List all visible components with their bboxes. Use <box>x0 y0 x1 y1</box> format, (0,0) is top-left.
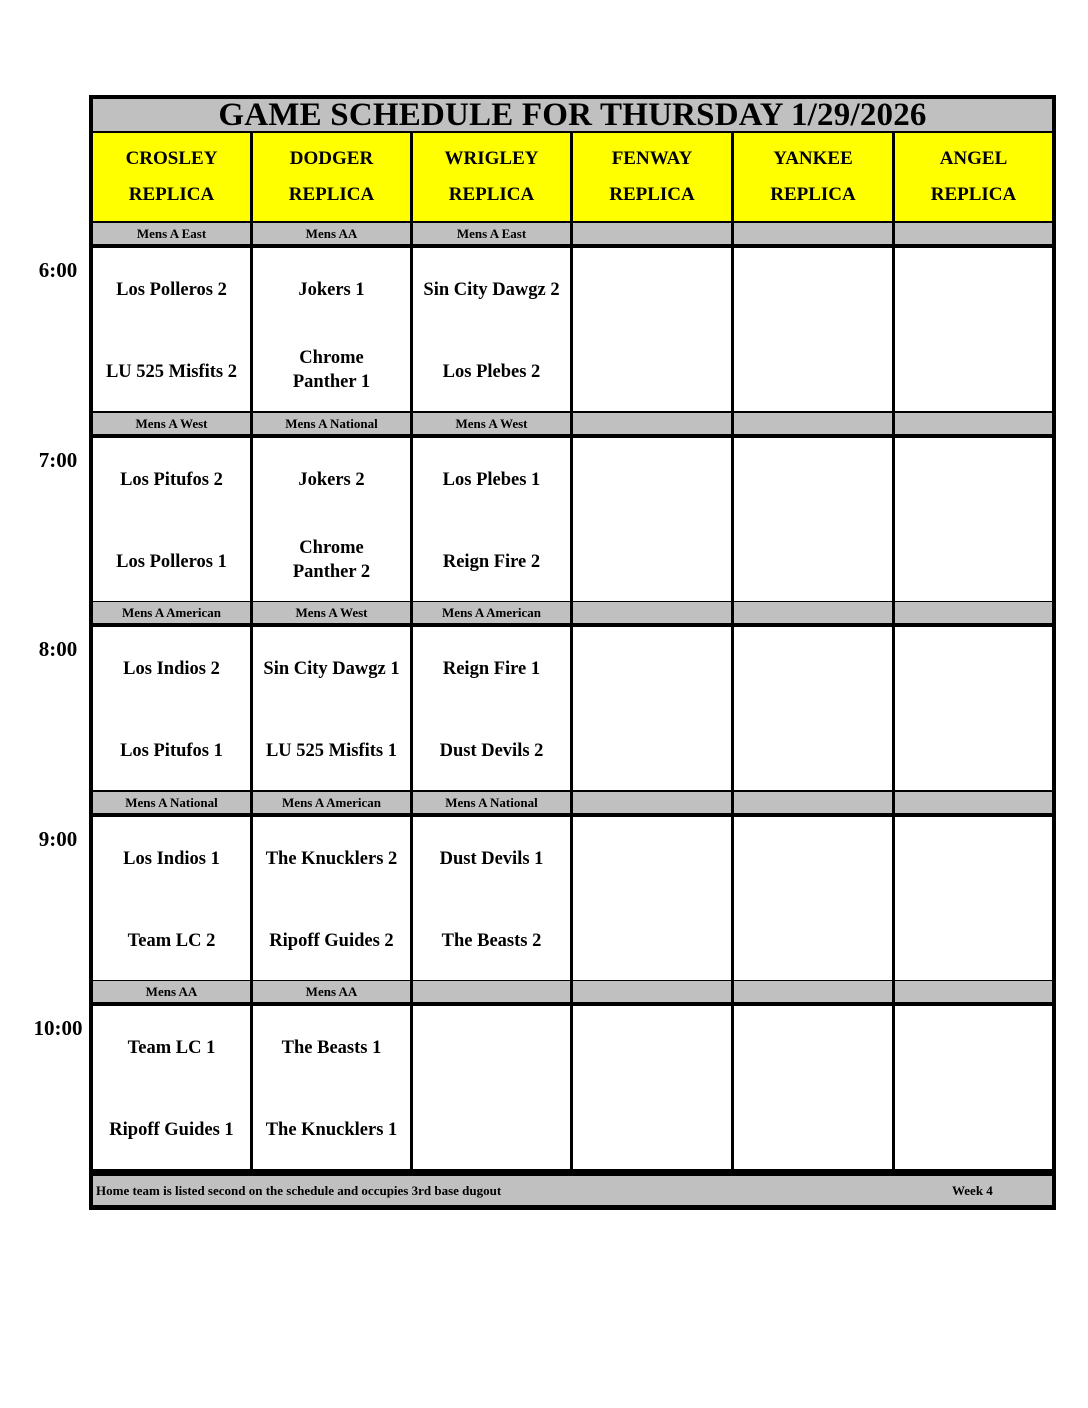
game-cell <box>573 817 731 980</box>
away-team: Sin City Dawgz 1 <box>263 659 400 679</box>
away-team: Los Pitufos 2 <box>120 470 223 490</box>
away-team: The Knucklers 2 <box>265 849 398 869</box>
division-label <box>895 981 1052 1002</box>
field-sub: REPLICA <box>288 184 375 205</box>
division-label <box>573 223 731 244</box>
division-label: Mens A West <box>93 413 250 434</box>
game-cell <box>895 1006 1052 1169</box>
game-cell <box>93 248 250 411</box>
division-label <box>734 792 892 813</box>
away-team: Los Plebes 1 <box>442 470 541 490</box>
division-label: Mens A West <box>413 413 570 434</box>
game-cell <box>413 817 570 980</box>
game-cell <box>895 627 1052 790</box>
field-name: YANKEE <box>773 148 853 169</box>
footer-bar <box>93 1176 1052 1205</box>
division-label <box>895 602 1052 623</box>
field-sub: REPLICA <box>770 184 856 205</box>
field-name: FENWAY <box>611 148 693 169</box>
division-label <box>573 792 731 813</box>
time-label: 10:00 <box>33 1016 83 1040</box>
game-cell <box>253 627 410 790</box>
schedule-table <box>89 95 1056 1210</box>
game-cell <box>93 817 250 980</box>
division-label <box>573 602 731 623</box>
away-team: Jokers 1 <box>298 280 365 300</box>
division-label: Mens A American <box>413 602 570 623</box>
division-label: Mens AA <box>253 981 410 1002</box>
time-label: 8:00 <box>38 637 78 661</box>
home-team: Ripoff Guides 1 <box>109 1120 234 1140</box>
game-cell <box>413 438 570 601</box>
home-team: Los Plebes 2 <box>442 362 541 382</box>
away-team: Sin City Dawgz 2 <box>423 280 560 300</box>
field-name: DODGER <box>289 148 374 169</box>
game-cell <box>895 248 1052 411</box>
home-team: Los Polleros 1 <box>116 552 227 572</box>
division-label <box>573 981 731 1002</box>
game-cell <box>253 438 410 601</box>
division-label <box>734 981 892 1002</box>
time-label: 9:00 <box>38 827 78 851</box>
division-label: Mens AA <box>93 981 250 1002</box>
away-team: Jokers 2 <box>298 470 365 490</box>
division-label: Mens A American <box>93 602 250 623</box>
field-header-crosley <box>93 133 250 221</box>
away-team: Dust Devils 1 <box>439 849 544 869</box>
game-cell <box>734 817 892 980</box>
field-header-fenway <box>573 133 731 221</box>
division-label: Mens A National <box>413 792 570 813</box>
home-team: Reign Fire 2 <box>442 552 541 572</box>
division-label: Mens A East <box>413 223 570 244</box>
schedule-title: GAME SCHEDULE FOR THURSDAY 1/29/2026 <box>93 99 1052 131</box>
home-team: Los Pitufos 1 <box>120 741 223 761</box>
field-sub: REPLICA <box>128 184 215 205</box>
game-cell <box>573 438 731 601</box>
home-team: Ripoff Guides 2 <box>269 931 394 951</box>
division-label: Mens A National <box>93 792 250 813</box>
home-team: The Beasts 2 <box>441 931 542 951</box>
game-cell <box>895 817 1052 980</box>
game-cell <box>253 1006 410 1169</box>
game-cell <box>253 248 410 411</box>
field-header-dodger <box>253 133 410 221</box>
game-cell <box>734 248 892 411</box>
game-cell <box>413 1006 570 1169</box>
field-sub: REPLICA <box>930 184 1017 205</box>
home-team: The Knucklers 1 <box>265 1120 398 1140</box>
division-label <box>734 223 892 244</box>
away-team: Team LC 1 <box>127 1038 216 1058</box>
time-label: 6:00 <box>38 258 78 282</box>
home-team: LU 525 Misfits 1 <box>265 741 398 761</box>
game-cell <box>895 438 1052 601</box>
division-label <box>413 981 570 1002</box>
division-label <box>734 602 892 623</box>
division-label: Mens A National <box>253 413 410 434</box>
game-cell <box>734 627 892 790</box>
game-cell <box>573 248 731 411</box>
division-label <box>895 223 1052 244</box>
game-cell <box>573 627 731 790</box>
division-label <box>895 413 1052 434</box>
home-team: Dust Devils 2 <box>439 741 544 761</box>
division-label: Mens A East <box>93 223 250 244</box>
home-team: Chrome Panther 1 <box>292 348 371 392</box>
division-label: Mens A West <box>253 602 410 623</box>
field-name: ANGEL <box>939 148 1008 169</box>
game-cell <box>413 248 570 411</box>
field-name: CROSLEY <box>125 148 218 169</box>
field-name: WRIGLEY <box>444 148 539 169</box>
field-header-yankee <box>734 133 892 221</box>
game-cell <box>734 438 892 601</box>
field-sub: REPLICA <box>609 184 695 205</box>
division-label <box>734 413 892 434</box>
away-team: Los Polleros 2 <box>116 280 227 300</box>
division-label: Mens AA <box>253 223 410 244</box>
division-label: Mens A American <box>253 792 410 813</box>
home-team: Chrome Panther 2 <box>292 538 371 582</box>
away-team: Reign Fire 1 <box>442 659 541 679</box>
field-header-angel <box>895 133 1052 221</box>
time-label: 7:00 <box>38 448 78 472</box>
away-team: Los Indios 2 <box>123 659 220 679</box>
game-cell <box>93 627 250 790</box>
game-cell <box>253 817 410 980</box>
field-sub: REPLICA <box>448 184 535 205</box>
game-cell <box>413 627 570 790</box>
game-cell <box>93 1006 250 1169</box>
game-cell <box>573 1006 731 1169</box>
division-label <box>895 792 1052 813</box>
footer-note: Home team is listed second on the schedule and occupies 3rd base dugout <box>96 1182 502 1198</box>
field-header-wrigley <box>413 133 570 221</box>
game-cell <box>734 1006 892 1169</box>
home-team: LU 525 Misfits 2 <box>105 362 238 382</box>
game-cell <box>93 438 250 601</box>
week-label: Week 4 <box>952 1182 993 1198</box>
division-label <box>573 413 731 434</box>
home-team: Team LC 2 <box>127 931 216 951</box>
away-team: Los Indios 1 <box>123 849 220 869</box>
away-team: The Beasts 1 <box>281 1038 382 1058</box>
